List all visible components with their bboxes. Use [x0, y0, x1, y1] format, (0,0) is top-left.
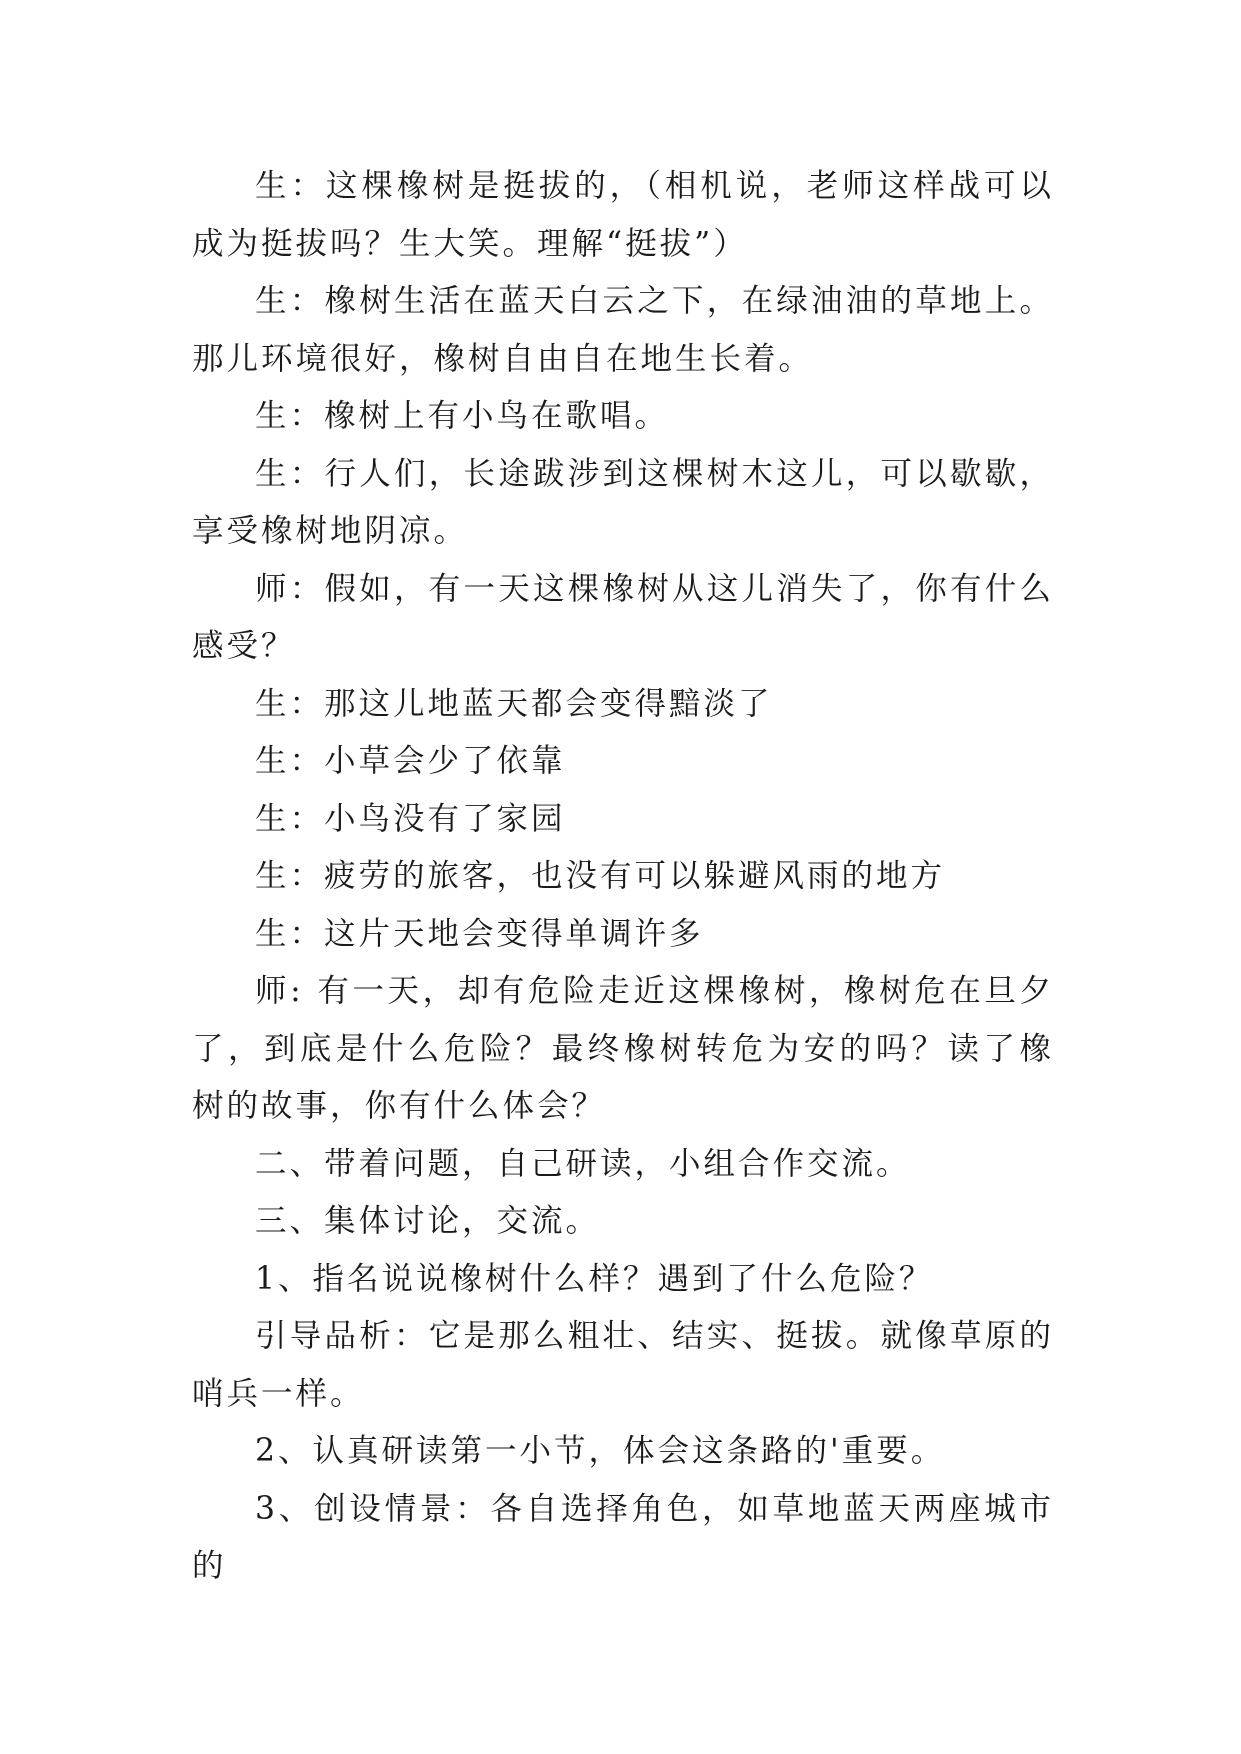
paragraph: 生：小鸟没有了家园	[255, 800, 566, 837]
paragraph: 1、指名说说橡树什么样？遇到了什么危险？	[255, 1260, 934, 1297]
paragraph: 生：行人们，长途跋涉到这棵树木这儿，可以歇歇，享受橡树地阴凉。	[192, 455, 1054, 549]
paragraph: 生：橡树上有小鸟在歌唱。	[255, 398, 670, 434]
document-body	[192, 158, 1054, 1596]
paragraph: 师: 有一天，却有危险走近这棵橡树，橡树危在旦夕了，到底是什么危险？最终橡树转危为安的吗？读了橡树的故事，你有什么体会？	[192, 973, 1054, 1124]
paragraph: 二、带着问题，自己研读，小组合作交流。	[255, 1145, 911, 1182]
paragraph: 三、集体讨论，交流。	[255, 1203, 601, 1239]
paragraph: 2、认真研读第一小节，体会这条路的'重要。	[255, 1433, 946, 1469]
paragraph: 生：小草会少了依靠	[255, 743, 566, 779]
paragraph: 3、创设情景：各自选择角色，如草地蓝天两座城市的	[192, 1490, 1054, 1584]
paragraph: 引导品析：它是那么粗壮、结实、挺拔。就像草原的哨兵一样。	[192, 1318, 1054, 1412]
paragraph: 生：那这儿地蓝天都会变得黯淡了	[255, 685, 773, 722]
paragraph: 师：假如，有一天这棵橡树从这儿消失了，你有什么感受？	[192, 570, 1054, 664]
paragraph: 生：疲劳的旅客，也没有可以躲避风雨的地方	[255, 858, 946, 894]
paragraph: 生：这棵橡树是挺拔的，（相机说，老师这样战可以成为挺拔吗？生大笑。理解“挺拔”）	[192, 168, 1054, 262]
paragraph: 生：这片天地会变得单调许多	[255, 915, 704, 952]
paragraph: 生：橡树生活在蓝天白云之下，在绿油油的草地上。那儿环境很好，橡树自由自在地生长着。	[192, 283, 1054, 377]
